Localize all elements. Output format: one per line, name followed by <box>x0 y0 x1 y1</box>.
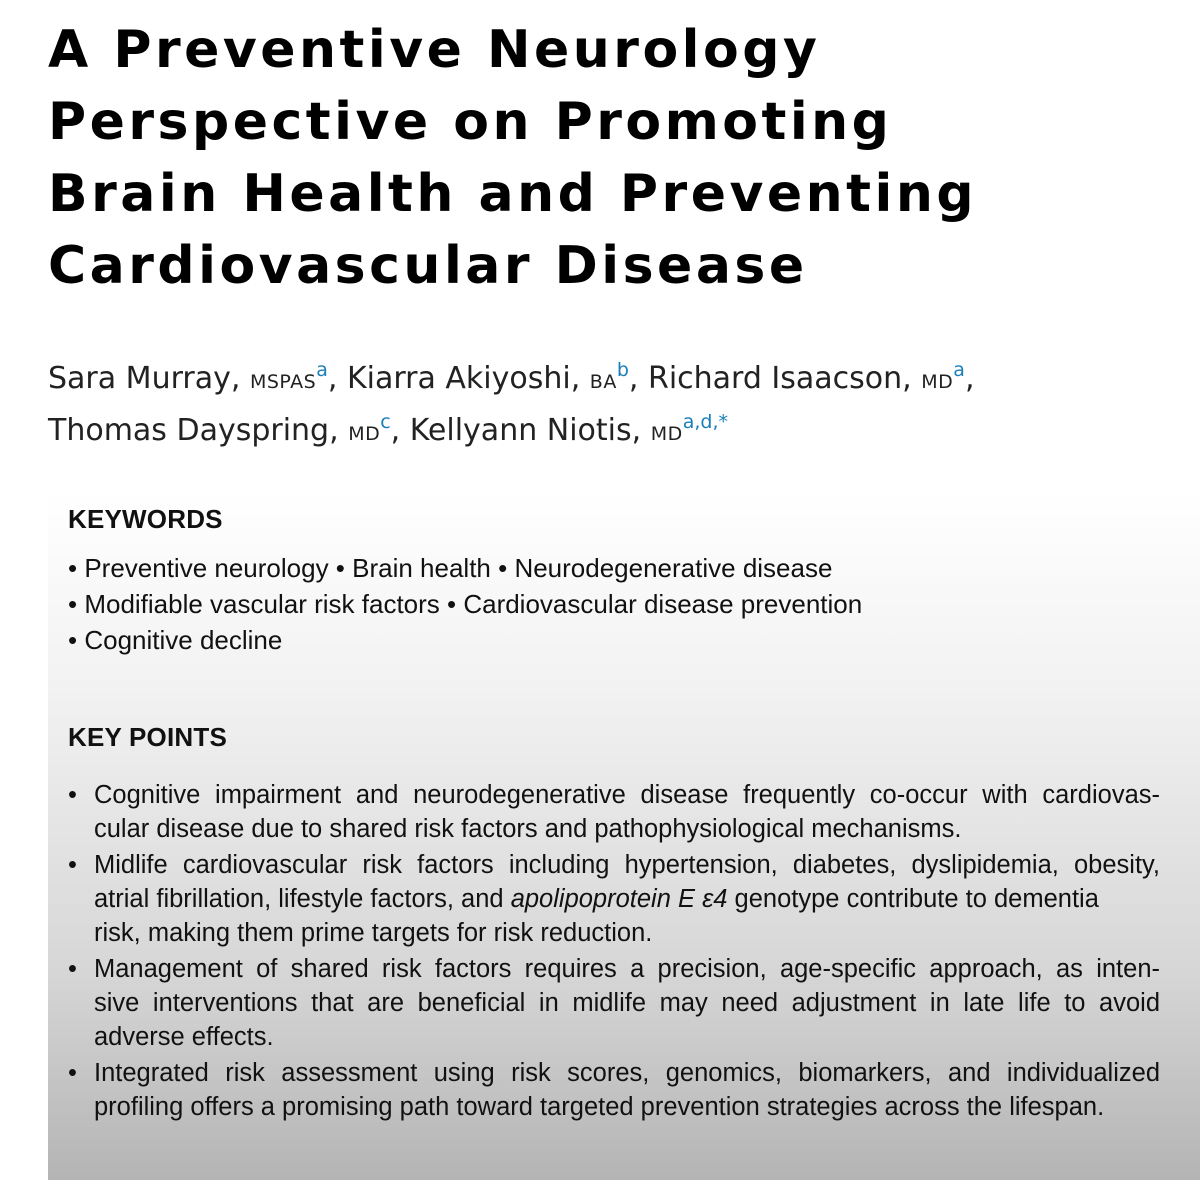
key-point-line: Integrated risk assessment using risk scores, genomics, biomarkers, and individualized <box>94 1059 1160 1087</box>
author-line <box>48 402 1168 454</box>
author-degree: MSPAS <box>249 371 317 393</box>
key-point-line: profiling offers a promising path toward targeted prevention strategies across the lifespan. <box>94 1093 1105 1121</box>
key-point-text: atrial fibrillation, lifestyle factors, and <box>94 885 511 913</box>
author-separator: , <box>390 413 410 448</box>
affiliation-link[interactable]: a <box>953 359 965 381</box>
affiliation-link[interactable]: c <box>380 411 391 433</box>
author-separator: , <box>327 361 347 396</box>
key-point-line: Management of shared risk factors requires a precision, age-specific approach, as inten- <box>94 955 1160 983</box>
author-degree: BA <box>589 371 617 393</box>
author-name: Sara Murray, <box>48 361 250 396</box>
author-separator: , <box>628 361 648 396</box>
key-points-list <box>68 778 1160 1124</box>
author-name: Thomas Dayspring, <box>48 413 349 448</box>
key-point-line: Cognitive impairment and neurodegenerative disease frequently co-occur with cardiovas- <box>94 781 1160 809</box>
author-name: Kiarra Akiyoshi, <box>346 361 590 396</box>
author-list <box>48 350 1168 454</box>
affiliation-link[interactable]: a <box>316 359 328 381</box>
key-point-item <box>68 778 1160 846</box>
author-name: Richard Isaacson, <box>647 361 922 396</box>
key-point-line: cular disease due to shared risk factors and pathophysiological mechanisms. <box>94 815 962 843</box>
key-point-line <box>94 882 1160 916</box>
bullet-icon: • <box>68 851 77 879</box>
key-points-heading: KEY POINTS <box>68 722 228 752</box>
keywords-heading: KEYWORDS <box>68 504 223 534</box>
author-degree: MD <box>650 423 683 445</box>
keywords-line: • Cognitive decline <box>68 625 283 655</box>
keywords-line: • Preventive neurology • Brain health • Neurodegenerative disease <box>68 553 833 583</box>
article-title <box>48 14 1168 302</box>
key-point-line: Midlife cardiovascular risk factors including hypertension, diabetes, dyslipidemia, obesity, <box>94 851 1160 879</box>
bullet-icon: • <box>68 781 77 809</box>
title-line: A Preventive Neurology <box>48 20 821 80</box>
keywords-keypoints-box <box>48 492 1200 1180</box>
affiliation-link[interactable]: a,d,* <box>682 411 729 433</box>
title-line: Perspective on Promoting <box>48 92 893 152</box>
key-point-item <box>68 1056 1160 1124</box>
title-line: Cardiovascular Disease <box>48 236 808 296</box>
keywords-list <box>68 550 1168 658</box>
key-point-line: risk, making them prime targets for risk reduction. <box>94 919 653 947</box>
author-degree: MD <box>921 371 954 393</box>
keywords-line: • Modifiable vascular risk factors • Cardiovascular disease prevention <box>68 589 863 619</box>
bullet-icon: • <box>68 955 77 983</box>
author-degree: MD <box>348 423 381 445</box>
key-point-text: genotype contribute to dementia <box>727 885 1099 913</box>
author-line <box>48 350 1168 402</box>
author-separator: , <box>964 361 975 396</box>
key-point-line: adverse effects. <box>94 1023 274 1051</box>
key-point-line: sive interventions that are beneficial in midlife may need adjustment in late life to avoid <box>94 989 1160 1017</box>
bullet-icon: • <box>68 1059 77 1087</box>
title-line: Brain Health and Preventing <box>48 164 978 224</box>
key-point-item <box>68 952 1160 1054</box>
key-point-item <box>68 848 1160 950</box>
author-name: Kellyann Niotis, <box>409 413 651 448</box>
affiliation-link[interactable]: b <box>616 359 629 381</box>
gene-name: apolipoprotein E ε4 <box>510 885 728 913</box>
